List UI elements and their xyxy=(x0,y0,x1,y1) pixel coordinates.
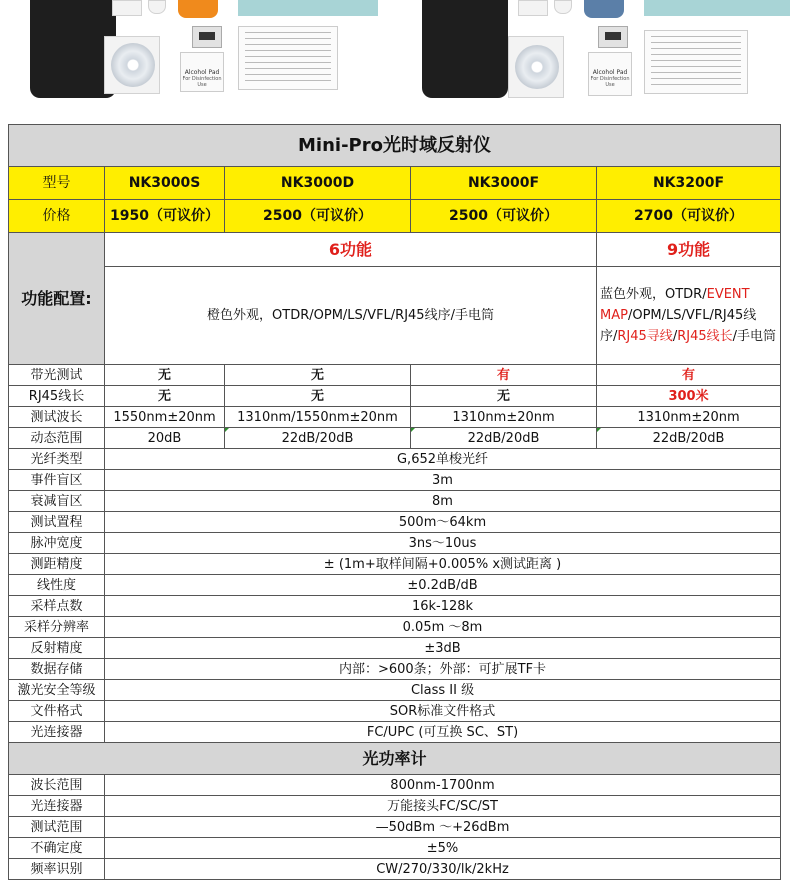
row-value: Class II 级 xyxy=(105,680,781,701)
model-row xyxy=(9,167,781,200)
row-value: 内部：>600条；外部：可扩展TF卡 xyxy=(105,659,781,680)
table-row xyxy=(9,680,781,701)
row-value: 8m xyxy=(105,491,781,512)
cd-sleeve xyxy=(104,36,160,94)
row-value: SOR标准文件格式 xyxy=(105,701,781,722)
price-row xyxy=(9,200,781,233)
table-row xyxy=(9,722,781,743)
table-row xyxy=(9,701,781,722)
table-row xyxy=(9,449,781,470)
cable-coil xyxy=(554,0,572,14)
function-desc-part: /手电筒 xyxy=(732,329,777,344)
function-desc-nine xyxy=(597,267,781,365)
accessory-box xyxy=(518,0,548,16)
model-label: 型号 xyxy=(9,167,105,200)
otdr-device-blue xyxy=(584,0,624,18)
cd-disc xyxy=(111,43,155,87)
row-label: 反射精度 xyxy=(9,638,105,659)
table-row xyxy=(9,859,781,880)
table-row xyxy=(9,617,781,638)
row-value: —50dBm 〜+26dBm xyxy=(105,817,781,838)
table-row xyxy=(9,659,781,680)
row-value: 3ns〜10us xyxy=(105,533,781,554)
table-row xyxy=(9,838,781,859)
table-row xyxy=(9,491,781,512)
row-label: 采样分辨率 xyxy=(9,617,105,638)
function-desc-part: /OPM/LS/VFL/RJ45线序/ xyxy=(600,308,757,344)
row-label: 光连接器 xyxy=(9,796,105,817)
function-desc-part: 蓝色外观，OTDR/ xyxy=(600,287,707,302)
row-value: 22dB/20dB xyxy=(597,428,781,449)
price-cell: 2700（可议价） xyxy=(597,200,781,233)
table-title: Mini-Pro光时域反射仪 xyxy=(9,125,781,167)
row-value: G,652单梭光纤 xyxy=(105,449,781,470)
row-value: 有 xyxy=(597,365,781,386)
row-value: 1310nm/1550nm±20nm xyxy=(225,407,411,428)
alcohol-pad-caption: For Disinfection Use xyxy=(590,76,630,88)
table-row xyxy=(9,817,781,838)
row-label: 文件格式 xyxy=(9,701,105,722)
row-label: 不确定度 xyxy=(9,838,105,859)
function-label: 功能配置: xyxy=(9,233,105,365)
adapter-box xyxy=(598,26,628,48)
row-label: 光连接器 xyxy=(9,722,105,743)
row-label: 衰减盲区 xyxy=(9,491,105,512)
row-label: 动态范围 xyxy=(9,428,105,449)
row-value: ±0.2dB/dB xyxy=(105,575,781,596)
function-desc-part: / xyxy=(672,329,678,344)
alcohol-pad-caption: For Disinfection Use xyxy=(182,76,222,88)
function-desc-row xyxy=(9,267,781,365)
table-row xyxy=(9,596,781,617)
table-row xyxy=(9,796,781,817)
row-label: 测试波长 xyxy=(9,407,105,428)
row-value: 22dB/20dB xyxy=(225,428,411,449)
row-value: 无 xyxy=(411,386,597,407)
table-row xyxy=(9,512,781,533)
cleaning-cloth xyxy=(644,0,790,16)
function-group-title: 9功能 xyxy=(597,233,781,267)
function-desc-part-highlight: RJ45寻线 xyxy=(617,329,673,344)
row-value: 20dB xyxy=(105,428,225,449)
product-photo-left xyxy=(0,0,378,106)
row-value: ±3dB xyxy=(105,638,781,659)
table-row xyxy=(9,470,781,491)
price-label: 价格 xyxy=(9,200,105,233)
table-row xyxy=(9,554,781,575)
cable-coil xyxy=(148,0,166,14)
row-value: 800nm-1700nm xyxy=(105,775,781,796)
section-title: 光功率计 xyxy=(9,743,781,775)
row-value: 无 xyxy=(225,365,411,386)
table-row xyxy=(9,386,781,407)
model-cell: NK3000S xyxy=(105,167,225,200)
row-label: RJ45线长 xyxy=(9,386,105,407)
table-row xyxy=(9,407,781,428)
row-value: 无 xyxy=(105,386,225,407)
row-label: 测试范围 xyxy=(9,817,105,838)
cd-disc xyxy=(515,45,559,89)
row-value: FC/UPC (可互换 SC、ST) xyxy=(105,722,781,743)
row-value: 300米 xyxy=(597,386,781,407)
table-row xyxy=(9,575,781,596)
product-photo-right xyxy=(412,0,790,106)
function-desc-part-highlight: EVENT MAP xyxy=(600,287,750,323)
row-label: 线性度 xyxy=(9,575,105,596)
cd-sleeve xyxy=(508,36,564,98)
row-label: 激光安全等级 xyxy=(9,680,105,701)
model-cell: NK3200F xyxy=(597,167,781,200)
table-row xyxy=(9,428,781,449)
price-cell: 2500（可议价） xyxy=(411,200,597,233)
function-desc-part-highlight: RJ45线长 xyxy=(677,329,733,344)
row-value: 1550nm±20nm xyxy=(105,407,225,428)
row-value: 1310nm±20nm xyxy=(411,407,597,428)
model-cell: NK3000F xyxy=(411,167,597,200)
row-value: 无 xyxy=(105,365,225,386)
row-value: 有 xyxy=(411,365,597,386)
alcohol-pad-title: Alcohol Pad xyxy=(592,69,628,76)
cleaning-cloth xyxy=(238,0,378,16)
carrying-bag xyxy=(422,0,508,98)
row-value: 0.05m 〜8m xyxy=(105,617,781,638)
row-label: 数据存储 xyxy=(9,659,105,680)
table-row xyxy=(9,638,781,659)
row-label: 带光测试 xyxy=(9,365,105,386)
row-label: 频率识别 xyxy=(9,859,105,880)
row-value: ± (1m+取样间隔+0.005% x测试距离 ) xyxy=(105,554,781,575)
row-value: 无 xyxy=(225,386,411,407)
row-value: 22dB/20dB xyxy=(411,428,597,449)
row-value: 1310nm±20nm xyxy=(597,407,781,428)
function-title-row xyxy=(9,233,781,267)
row-label: 采样点数 xyxy=(9,596,105,617)
price-cell: 1950（可议价） xyxy=(105,200,225,233)
row-label: 脉冲宽度 xyxy=(9,533,105,554)
row-label: 测试置程 xyxy=(9,512,105,533)
alcohol-pad-title: Alcohol Pad xyxy=(184,69,220,76)
row-label: 测距精度 xyxy=(9,554,105,575)
model-cell: NK3000D xyxy=(225,167,411,200)
row-label: 事件盲区 xyxy=(9,470,105,491)
accessory-box xyxy=(112,0,142,16)
function-desc: 橙色外观，OTDR/OPM/LS/VFL/RJ45线序/手电筒 xyxy=(105,267,597,365)
row-label: 波长范围 xyxy=(9,775,105,796)
row-value: 3m xyxy=(105,470,781,491)
otdr-device-orange xyxy=(178,0,218,18)
function-group-title: 6功能 xyxy=(105,233,597,267)
row-value: 万能接头FC/SC/ST xyxy=(105,796,781,817)
packing-list xyxy=(644,30,748,94)
spec-table xyxy=(8,124,781,880)
table-row xyxy=(9,775,781,796)
table-row xyxy=(9,365,781,386)
row-value: ±5% xyxy=(105,838,781,859)
alcohol-pad xyxy=(180,52,224,92)
price-cell: 2500（可议价） xyxy=(225,200,411,233)
row-value: 16k-128k xyxy=(105,596,781,617)
adapter-box xyxy=(192,26,222,48)
row-label: 光纤类型 xyxy=(9,449,105,470)
packing-list xyxy=(238,26,338,90)
row-value: 500m〜64km xyxy=(105,512,781,533)
table-row xyxy=(9,533,781,554)
alcohol-pad xyxy=(588,52,632,96)
row-value: CW/270/330/lk/2kHz xyxy=(105,859,781,880)
